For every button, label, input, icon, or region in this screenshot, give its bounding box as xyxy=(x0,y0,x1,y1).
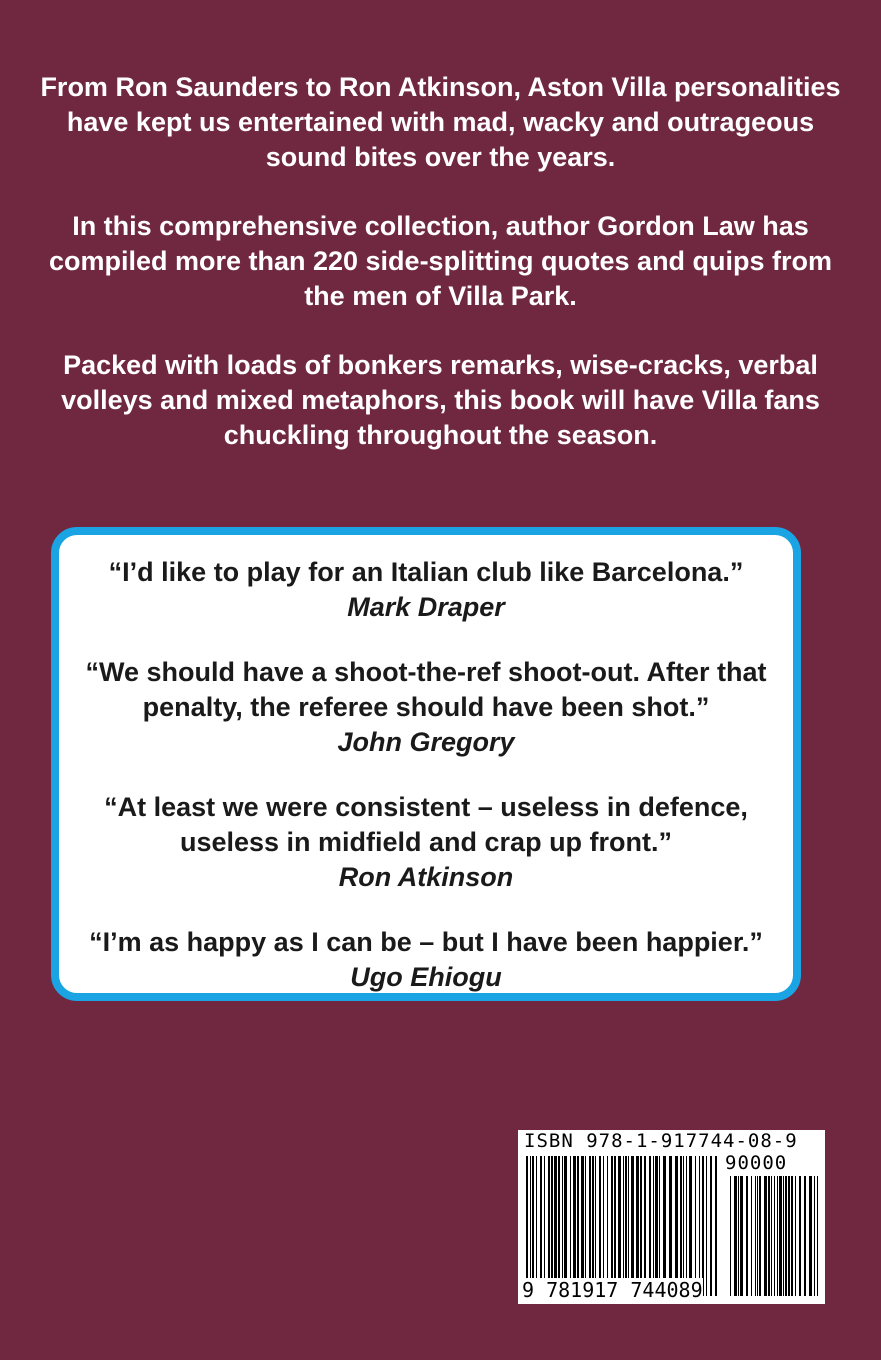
isbn-label: ISBN 978-1-917744-08-9 xyxy=(524,1130,798,1152)
barcode-bar xyxy=(730,1176,731,1296)
barcode-bar xyxy=(702,1156,704,1296)
barcode-bar xyxy=(607,1156,608,1296)
barcode-bar xyxy=(551,1156,553,1296)
barcode-bar xyxy=(683,1156,684,1296)
barcode-bar xyxy=(649,1156,651,1296)
quote-item xyxy=(59,925,793,995)
barcode-bar xyxy=(532,1156,534,1296)
barcode-bar xyxy=(618,1156,621,1296)
barcode-bar xyxy=(570,1156,571,1296)
barcode-bar xyxy=(771,1176,772,1296)
barcode-bar xyxy=(689,1156,692,1296)
barcode-bar xyxy=(625,1156,627,1296)
quote-text: “At least we were consistent – useless in defence, useless in midfield and crap up front.” xyxy=(104,792,748,857)
barcode-digits: 9 781917 744089 xyxy=(522,1278,703,1302)
barcode-bar xyxy=(777,1176,778,1296)
barcode-bar xyxy=(740,1176,743,1296)
barcode-bar xyxy=(675,1156,678,1296)
barcode-bar xyxy=(558,1156,560,1296)
barcode-bar xyxy=(785,1176,787,1296)
barcode-bar xyxy=(611,1156,613,1296)
barcode-bar xyxy=(631,1156,634,1296)
barcode-bar xyxy=(644,1156,646,1296)
barcode-bar xyxy=(738,1176,739,1296)
barcode-bar xyxy=(706,1156,707,1296)
barcode-bar xyxy=(734,1176,737,1296)
blurb-paragraph-3: Packed with loads of bonkers remarks, wise-cracks, verbal volleys and mixed metaphors, this book will have Villa fans chuckling throughout the season. xyxy=(61,350,820,450)
barcode-bar xyxy=(779,1176,782,1296)
barcode-bar xyxy=(548,1156,550,1296)
barcode-bar xyxy=(573,1156,576,1296)
quotes-box xyxy=(51,527,801,1001)
barcode-bar xyxy=(686,1156,687,1296)
barcode-bar xyxy=(536,1156,537,1296)
barcode-bar xyxy=(746,1176,748,1296)
barcode-bar xyxy=(799,1176,801,1296)
quote-author: Mark Draper xyxy=(347,592,505,622)
quote-item xyxy=(59,655,793,760)
barcode-bar xyxy=(544,1156,545,1296)
barcode-bar xyxy=(809,1176,812,1296)
barcode-bar xyxy=(554,1156,557,1296)
barcode-bar xyxy=(710,1156,712,1296)
barcode-bar xyxy=(659,1156,660,1296)
barcode-bar xyxy=(589,1156,591,1296)
barcode-bar xyxy=(640,1156,642,1296)
barcode-bar xyxy=(526,1156,528,1296)
barcode-bar xyxy=(653,1156,654,1296)
back-cover-blurb xyxy=(40,70,841,487)
barcode-bar xyxy=(695,1156,696,1296)
barcode-addon-number: 90000 xyxy=(725,1152,788,1174)
barcode-bar xyxy=(774,1176,775,1296)
barcode-bar xyxy=(623,1156,624,1296)
barcode-bar xyxy=(540,1156,542,1296)
barcode-bar xyxy=(655,1156,658,1296)
barcode-bar xyxy=(592,1156,594,1296)
barcode-bar xyxy=(757,1176,758,1296)
barcode-bar xyxy=(663,1156,666,1296)
quote-text: “I’d like to play for an Italian club like Barcelona.” xyxy=(108,557,744,587)
barcode-bar xyxy=(585,1156,586,1296)
barcode-bar xyxy=(768,1176,770,1296)
barcode-bar xyxy=(669,1156,672,1296)
barcode-bar xyxy=(530,1156,531,1296)
barcode-bar xyxy=(783,1176,784,1296)
barcode-bar xyxy=(751,1176,752,1296)
isbn-barcode xyxy=(518,1130,825,1304)
barcode-bar xyxy=(628,1156,629,1296)
quote-item xyxy=(59,790,793,895)
quote-author: John Gregory xyxy=(337,727,515,757)
barcode-bar xyxy=(614,1156,616,1296)
barcode-bar xyxy=(636,1156,639,1296)
barcode-bar xyxy=(562,1156,563,1296)
barcode-bar xyxy=(764,1176,767,1296)
barcode-bar xyxy=(699,1156,700,1296)
barcode-bar xyxy=(581,1156,584,1296)
barcode-bar xyxy=(595,1156,596,1296)
barcode-bar xyxy=(817,1176,818,1296)
quote-author: Ugo Ehiogu xyxy=(350,962,502,992)
quote-item xyxy=(59,555,793,625)
barcode-bar xyxy=(788,1176,790,1296)
barcode-bar xyxy=(804,1176,806,1296)
barcode-bar xyxy=(680,1156,682,1296)
barcode-bar xyxy=(814,1176,815,1296)
quote-text: “We should have a shoot-the-ref shoot-out. After that penalty, the referee should have been shot.” xyxy=(85,657,767,722)
barcode-bar xyxy=(599,1156,601,1296)
barcode-bar xyxy=(577,1156,579,1296)
barcode-bar xyxy=(795,1176,796,1296)
quotes-list xyxy=(59,555,793,995)
barcode-bar xyxy=(759,1176,761,1296)
quote-author: Ron Atkinson xyxy=(338,862,514,892)
barcode-bar xyxy=(715,1156,717,1296)
barcode-bar xyxy=(564,1156,567,1296)
blurb-paragraph-2: In this comprehensive collection, author Gordon Law has compiled more than 220 side-splitting quotes and quips from the men of Villa Park. xyxy=(48,211,833,311)
barcode-bar xyxy=(791,1176,793,1296)
barcode-bar xyxy=(755,1176,756,1296)
blurb-paragraph-1: From Ron Saunders to Ron Atkinson, Aston Villa personalities have kept us entertained with mad, wacky and outrageous sound bites over the years. xyxy=(40,72,841,172)
quote-text: “I’m as happy as I can be – but I have been happier.” xyxy=(89,927,763,957)
barcode-bar xyxy=(603,1156,604,1296)
